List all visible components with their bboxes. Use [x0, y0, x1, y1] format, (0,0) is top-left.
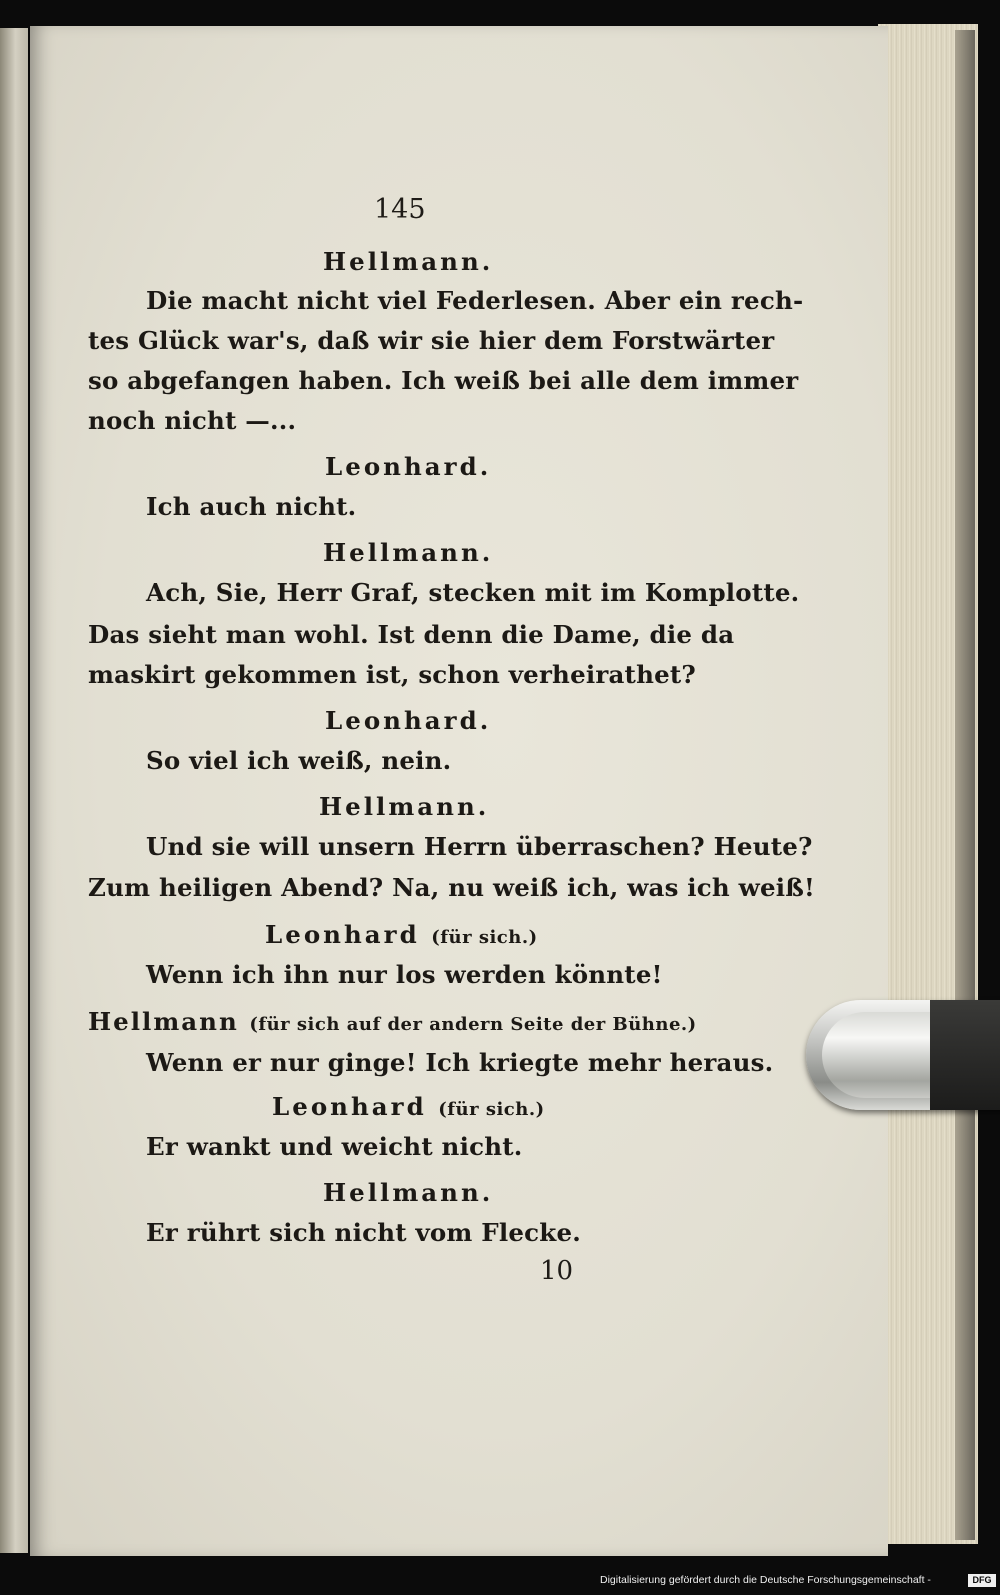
speaker-name: Hellmann.: [319, 792, 490, 821]
text-line: Wenn er nur ginge! Ich kriegte mehr heraus.: [146, 1048, 774, 1077]
speaker-name: Hellmann.: [323, 1178, 494, 1207]
text-line: Ich auch nicht.: [146, 492, 357, 521]
page-number: 145: [374, 194, 426, 225]
speaker-name: Leonhard.: [325, 452, 492, 481]
text-line: Die macht nicht viel Federlesen. Aber ein rech-: [146, 286, 804, 315]
text-line: Er rührt sich nicht vom Flecke.: [146, 1218, 581, 1247]
text-line: Ach, Sie, Herr Graf, stecken mit im Komplotte.: [146, 578, 800, 607]
text-line: So viel ich weiß, nein.: [146, 746, 452, 775]
text-line: Das sieht man wohl. Ist denn die Dame, die da: [88, 620, 735, 649]
speaker-name: Leonhard (für sich.): [272, 1092, 545, 1121]
left-page-edge: [0, 28, 28, 1553]
text-line: so abgefangen haben. Ich weiß bei alle dem immer: [88, 366, 799, 395]
stage-direction: (für sich auf der andern Seite der Bühne.): [249, 1014, 697, 1035]
text-line: Zum heiligen Abend? Na, nu weiß ich, was ich weiß!: [88, 873, 816, 902]
speaker-name: Leonhard (für sich.): [265, 920, 538, 949]
signature-mark: 10: [540, 1256, 574, 1286]
text-line: Wenn ich ihn nur los werden könnte!: [146, 960, 663, 989]
speaker-name: Hellmann (für sich auf der andern Seite der Bühne.): [88, 1007, 697, 1036]
text-line: maskirt gekommen ist, schon verheirathet?: [88, 660, 696, 689]
page-clip-tail: [930, 1000, 1000, 1110]
book-cover-edge: [955, 30, 975, 1540]
digitization-credit: Digitalisierung gefördert durch die Deutsche Forschungsgemeinschaft -: [600, 1574, 931, 1586]
speaker-name: Hellmann.: [323, 247, 494, 276]
dfg-logo: DFG: [968, 1574, 996, 1587]
text-line: tes Glück war's, daß wir sie hier dem Forstwärter: [88, 326, 775, 355]
speaker-name: Hellmann.: [323, 538, 494, 567]
text-line: Und sie will unsern Herrn überraschen? Heute?: [146, 832, 813, 861]
stage-direction: (für sich.): [438, 1099, 545, 1120]
text-line: Er wankt und weicht nicht.: [146, 1132, 523, 1161]
text-line: noch nicht —...: [88, 406, 297, 435]
stage-direction: (für sich.): [431, 927, 538, 948]
speaker-name: Leonhard.: [325, 706, 492, 735]
